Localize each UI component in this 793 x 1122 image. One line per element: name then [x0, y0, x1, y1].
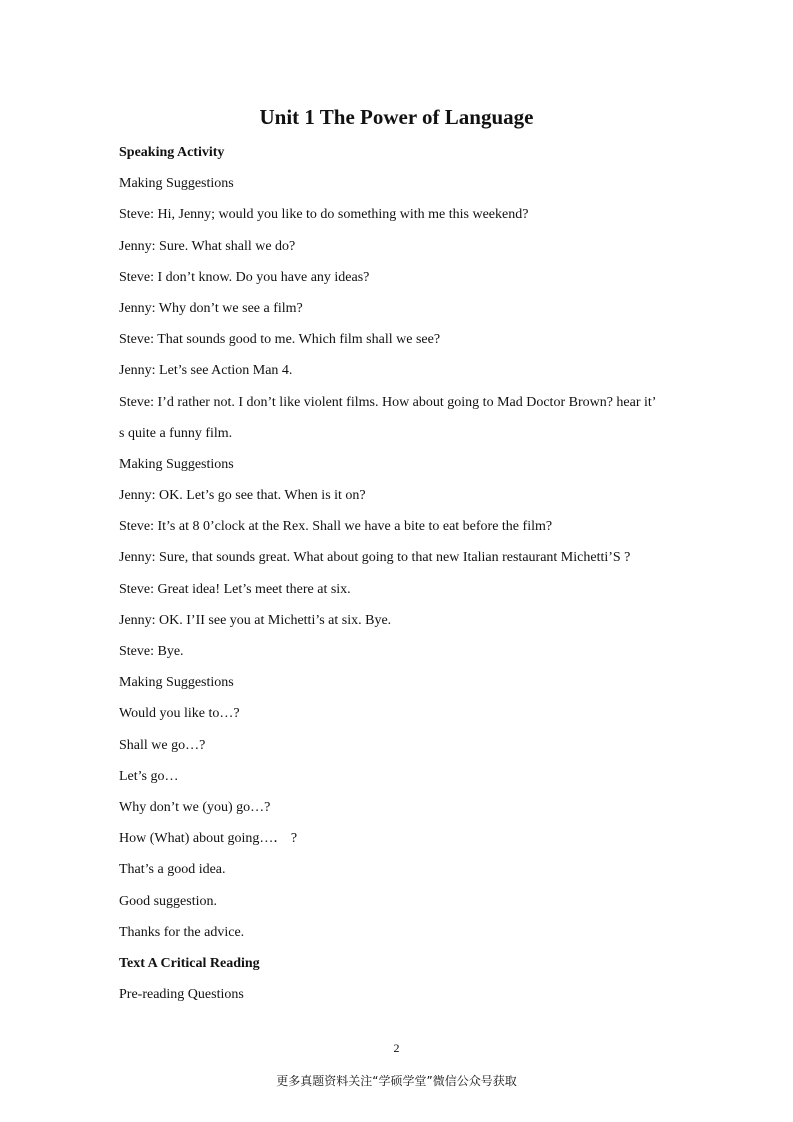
text-line: Would you like to…?: [119, 706, 240, 722]
document-title: Unit 1 The Power of Language: [259, 105, 534, 129]
text-line: How (What) about going…． ?: [119, 831, 298, 847]
text-line: Jenny: Sure. What shall we do?: [119, 238, 296, 254]
footer-note: 更多真题资料关注“学硕学堂”微信公众号获取: [276, 1074, 517, 1088]
text-line: Jenny: Let’s see Action Man 4.: [119, 363, 293, 379]
text-line: Making Suggestions: [119, 176, 234, 192]
text-line: Jenny: OK. Let’s go see that. When is it on?: [119, 488, 366, 504]
text-line: Shall we go…?: [119, 737, 206, 753]
text-line: Jenny: Why don’t we see a film?: [119, 300, 303, 316]
page-number: 2: [393, 1041, 400, 1055]
document-body: [119, 142, 679, 1015]
text-line: That’s a good idea.: [119, 862, 226, 878]
text-line: Steve: Bye.: [119, 644, 184, 659]
text-line: Steve: I’d rather not. I don’t like violent films. How about going to Mad Doctor Brown? hear it’: [119, 394, 657, 410]
text-line: Jenny: Sure, that sounds great. What about going to that new Italian restaurant Michetti’S ?: [119, 550, 631, 566]
text-line: Making Suggestions: [119, 675, 234, 691]
section-heading: Text A Critical Reading: [119, 955, 260, 971]
text-line: Steve: Great idea! Let’s meet there at six.: [119, 581, 351, 597]
text-line: Steve: I don’t know. Do you have any ideas?: [119, 269, 370, 285]
text-line: Good suggestion.: [119, 893, 217, 909]
text-line: Making Suggestions: [119, 456, 234, 472]
section-heading: Speaking Activity: [119, 145, 225, 160]
text-line: Steve: Hi, Jenny; would you like to do something with me this weekend?: [119, 207, 529, 223]
text-line: Jenny: OK. I’II see you at Michetti’s at six. Bye.: [119, 612, 392, 628]
text-line: Steve: That sounds good to me. Which film shall we see?: [119, 332, 441, 348]
text-line: Pre-reading Questions: [119, 987, 244, 1003]
text-line: s quite a funny film.: [119, 425, 233, 441]
text-line: Why don’t we (you) go…?: [119, 799, 271, 815]
text-line: Steve: It’s at 8 0’clock at the Rex. Shall we have a bite to eat before the film?: [119, 519, 553, 535]
text-line: Let’s go…: [119, 768, 179, 784]
text-line: Thanks for the advice.: [119, 924, 245, 940]
